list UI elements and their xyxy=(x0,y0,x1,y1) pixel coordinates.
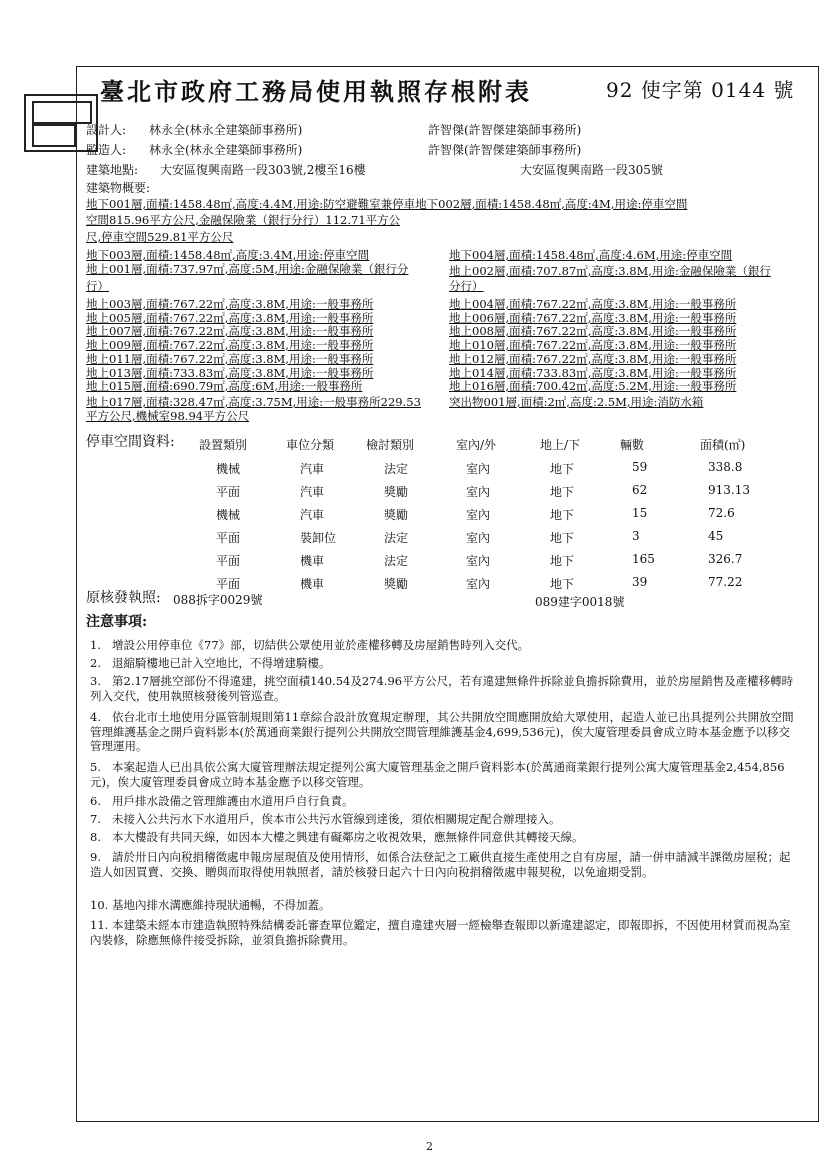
parking-cell: 15 xyxy=(632,506,648,520)
designer-label: 設計人: xyxy=(86,123,127,137)
parking-cell: 室內 xyxy=(466,531,491,545)
note-item xyxy=(90,830,800,845)
parking-header-cell: 檢討類別 xyxy=(366,438,415,452)
note-number: 10. xyxy=(90,898,109,912)
note-text: 用戶排水設備之管理維護由水道用戶自行負責。 xyxy=(112,794,354,808)
parking-cell: 獎勵 xyxy=(384,577,409,591)
note-text: 增設公用停車位《77》部，切結供公眾使用並於產權移轉及房屋銷售時列入交代。 xyxy=(112,638,530,652)
parking-cell: 地下 xyxy=(550,554,575,568)
note-number: 3. xyxy=(90,674,101,688)
overview-right-line: 地上016層,面積:700.42㎡,高度:5.2M,用途:一般事務所 xyxy=(449,379,737,393)
parking-cell: 913.13 xyxy=(708,483,750,497)
parking-cell: 機械 xyxy=(216,508,241,522)
overview-right-line: 地上010層,面積:767.22㎡,高度:3.8M,用途:一般事務所 xyxy=(449,338,737,352)
parking-cell: 汽車 xyxy=(300,462,325,476)
parking-label: 停車空間資料: xyxy=(86,434,175,450)
parking-cell: 62 xyxy=(632,483,648,497)
note-item xyxy=(90,812,800,827)
designer-value: 林永全(林永全建築師事務所) xyxy=(149,123,303,137)
note-number: 5. xyxy=(90,760,101,774)
parking-cell: 平面 xyxy=(216,554,241,568)
original-permit-value-1: 088拆字0029號 xyxy=(173,593,263,607)
parking-cell: 45 xyxy=(708,529,724,543)
page-number: 2 xyxy=(426,1140,433,1153)
overview-label: 建築物概要: xyxy=(86,181,151,195)
parking-header-cell: 室內/外 xyxy=(456,438,497,452)
note-number: 9. xyxy=(90,850,101,864)
note-text: 基地內排水溝應維持現狀通暢，不得加蓋。 xyxy=(112,898,331,912)
parking-cell: 室內 xyxy=(466,485,491,499)
parking-cell: 地下 xyxy=(550,508,575,522)
parking-header-cell: 面積(㎡) xyxy=(700,438,746,452)
note-text: 未接入公共污水下水道用戶，俟本市公共污水管線到達後，須依相關規定配合辦理接入。 xyxy=(112,812,561,826)
designer-value-2: 許智傑(許智傑建築師事務所) xyxy=(428,123,582,137)
parking-cell: 汽車 xyxy=(300,508,325,522)
parking-cell: 72.6 xyxy=(708,506,735,520)
note-number: 2. xyxy=(90,656,101,670)
overview-right-line: 地下004層,面積:1458.48㎡,高度:4.6M,用途:停車空間 xyxy=(449,248,733,262)
parking-cell: 法定 xyxy=(384,462,409,476)
note-item xyxy=(90,656,800,671)
note-number: 8. xyxy=(90,830,101,844)
parking-cell: 汽車 xyxy=(300,485,325,499)
parking-cell: 法定 xyxy=(384,554,409,568)
overview-left-line: 地上017層,面積:328.47㎡,高度:3.75M,用途:一般事務所229.53 xyxy=(86,395,421,409)
site-address-2: 大安區復興南路一段305號 xyxy=(520,163,663,177)
parking-cell: 室內 xyxy=(466,554,491,568)
note-item xyxy=(90,898,800,913)
note-item xyxy=(90,794,800,809)
parking-cell: 平面 xyxy=(216,485,241,499)
note-text: 本大樓設有共同天線，如因本大樓之興建有礙鄰房之收視效果，應無條件同意供其轉接天線。 xyxy=(112,830,584,844)
overview-right-line: 地上008層,面積:767.22㎡,高度:3.8M,用途:一般事務所 xyxy=(449,324,737,338)
overview-right-line: 地上006層,面積:767.22㎡,高度:3.8M,用途:一般事務所 xyxy=(449,311,737,325)
overview-right-line: 突出物001層,面積:2㎡,高度:2.5M,用途:消防水箱 xyxy=(449,395,704,409)
parking-cell: 77.22 xyxy=(708,575,743,589)
overview-left-line: 地下003層,面積:1458.48㎡,高度:3.4M,用途:停車空間 xyxy=(86,248,370,262)
overview-left-line: 平方公尺,機械室98.94平方公尺 xyxy=(86,409,250,423)
parking-cell: 39 xyxy=(632,575,648,589)
note-text: 請於卅日內向稅捐稽徵處申報房屋現值及使用情形，如係合法登記之工廠供直接生產使用之自有房屋，請一併申請減半課徵房屋稅；起造人如因買賣、交換、贈與而取得使用執照者，請於核發日起六十日內向稅捐稽徵處申報契稅，以免逾期受罰。 xyxy=(90,850,791,879)
overview-left-line: 地上007層,面積:767.22㎡,高度:3.8M,用途:一般事務所 xyxy=(86,324,374,338)
note-number: 4. xyxy=(90,710,101,724)
page-title: 臺北市政府工務局使用執照存根附表 xyxy=(100,77,532,106)
parking-header-cell: 地上/下 xyxy=(540,438,581,452)
parking-cell: 3 xyxy=(632,529,640,543)
overview-left-line: 行） xyxy=(86,279,109,293)
note-item xyxy=(90,638,800,653)
supervisor-label: 監造人: xyxy=(86,143,127,157)
overview-b1-line3: 尺,停車空間529.81平方公尺 xyxy=(86,230,234,244)
supervisor-value-2: 許智傑(許智傑建築師事務所) xyxy=(428,143,582,157)
overview-left-line: 地上001層,面積:737.97㎡,高度:5M,用途:金融保險業（銀行分 xyxy=(86,262,409,276)
note-number: 11. xyxy=(90,918,109,932)
overview-b1-line1: 地下001層,面積:1458.48㎡,高度:4.4M,用途:防空避難室兼停車地下002層,面積:1458.48㎡,高度:4M,用途:停車空間 xyxy=(86,197,688,211)
overview-left-line: 地上003層,面積:767.22㎡,高度:3.8M,用途:一般事務所 xyxy=(86,297,374,311)
note-item xyxy=(90,674,800,703)
parking-cell: 59 xyxy=(632,460,648,474)
parking-cell: 地下 xyxy=(550,531,575,545)
note-number: 6. xyxy=(90,794,101,808)
overview-right-line: 分行） xyxy=(449,279,484,293)
parking-cell: 平面 xyxy=(216,531,241,545)
parking-cell: 獎勵 xyxy=(384,485,409,499)
note-number: 7. xyxy=(90,812,101,826)
note-item xyxy=(90,918,800,947)
note-text: 退縮騎樓地已計入空地比，不得增建騎樓。 xyxy=(112,656,331,670)
parking-cell: 室內 xyxy=(466,462,491,476)
note-text: 第2.17層挑空部份不得違建，挑空面積140.54及274.96平方公尺，若有違建無條件拆除並負擔拆除費用，並於房屋銷售及產權移轉時列入交代，使用執照核發後列管巡查。 xyxy=(90,674,794,703)
parking-cell: 機車 xyxy=(300,554,325,568)
overview-left-line: 地上013層,面積:733.83㎡,高度:3.8M,用途:一般事務所 xyxy=(86,366,374,380)
site-address-1: 大安區復興南路一段303號,2樓至16樓 xyxy=(160,163,366,177)
parking-cell: 法定 xyxy=(384,531,409,545)
parking-cell: 地下 xyxy=(550,577,575,591)
note-number: 1. xyxy=(90,638,101,652)
parking-cell: 機械 xyxy=(216,462,241,476)
parking-cell: 室內 xyxy=(466,577,491,591)
note-item xyxy=(90,760,800,789)
parking-header-cell: 車位分類 xyxy=(286,438,335,452)
parking-cell: 機車 xyxy=(300,577,325,591)
parking-cell: 裝卸位 xyxy=(300,531,337,545)
parking-cell: 338.8 xyxy=(708,460,743,474)
overview-left-line: 地上011層,面積:767.22㎡,高度:3.8M,用途:一般事務所 xyxy=(86,352,374,366)
note-text: 本案起造人已出具依公寓大廈管理辦法規定提列公寓大廈管理基金之開戶資料影本(於萬通商業銀行提列公寓大廈管理基金2,454,856元)，俟大廈管理委員會成立時本基金應予以移交管理。 xyxy=(90,760,785,789)
overview-right-line: 地上004層,面積:767.22㎡,高度:3.8M,用途:一般事務所 xyxy=(449,297,737,311)
parking-cell: 326.7 xyxy=(708,552,743,566)
overview-b1-line2: 空間815.96平方公尺,金融保險業（銀行分行）112.71平方公 xyxy=(86,213,401,227)
note-item xyxy=(90,850,800,879)
overview-left-line: 地上009層,面積:767.22㎡,高度:3.8M,用途:一般事務所 xyxy=(86,338,374,352)
parking-header-cell: 設置類別 xyxy=(199,438,248,452)
parking-header-cell: 輛數 xyxy=(620,438,645,452)
overview-right-line: 地上012層,面積:767.22㎡,高度:3.8M,用途:一般事務所 xyxy=(449,352,737,366)
supervisor-value: 林永全(林永全建築師事務所) xyxy=(149,143,303,157)
parking-cell: 獎勵 xyxy=(384,508,409,522)
notes-title: 注意事項: xyxy=(86,614,148,630)
permit-number: 92 使字第 0144 號 xyxy=(606,78,795,102)
note-item xyxy=(90,710,800,754)
original-permit-value-2: 089建字0018號 xyxy=(535,595,625,609)
overview-left-line: 地上015層,面積:690.79㎡,高度:6M,用途:一般事務所 xyxy=(86,379,363,393)
overview-right-line: 地上014層,面積:733.83㎡,高度:3.8M,用途:一般事務所 xyxy=(449,366,737,380)
note-text: 依台北市土地使用分區管制規則第11章綜合設計放寬規定辦理，其公共開放空間應開放給大眾使用，起造人並已出具提列公共開放空間管理維護基金之開戶資料影本(於萬通商業銀行提列公共開放空間管理維護基金4,699,536元)，俟大廈管理委員會成立時本基金應予以移交管理運用。 xyxy=(90,710,794,753)
note-text: 本建築未經本市建造執照特殊結構委託審查單位鑑定，擅自違建夾層一經檢舉查報即以新違建認定，即報即拆，不因使用材質而視為室內裝修，除應無條件接受拆除，並須負擔拆除費用。 xyxy=(90,918,791,947)
original-permit-label: 原核發執照: xyxy=(86,590,161,606)
parking-cell: 165 xyxy=(632,552,655,566)
site-label: 建築地點: xyxy=(86,163,139,177)
overview-left-line: 地上005層,面積:767.22㎡,高度:3.8M,用途:一般事務所 xyxy=(86,311,374,325)
parking-cell: 室內 xyxy=(466,508,491,522)
overview-right-line: 地上002層,面積:707.87㎡,高度:3.8M,用途:金融保險業（銀行 xyxy=(449,264,771,278)
parking-cell: 地下 xyxy=(550,462,575,476)
parking-cell: 地下 xyxy=(550,485,575,499)
parking-cell: 平面 xyxy=(216,577,241,591)
